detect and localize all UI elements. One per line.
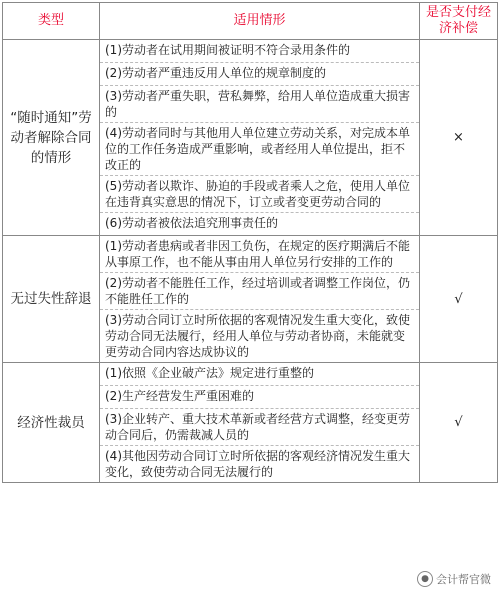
watermark <box>417 571 491 587</box>
header-situation: 适用情形 <box>100 3 420 40</box>
group-row-no-fault <box>3 236 498 363</box>
group-row-notice <box>3 40 498 236</box>
header-compensation: 是否支付经济补偿 <box>420 3 498 40</box>
list-item: (1)劳动者在试用期间被证明不符合录用条件的 <box>100 40 419 63</box>
compensation-mark: √ <box>420 363 498 483</box>
list-item: (1)劳动者患病或者非因工负伤，在规定的医疗期满后不能从事原工作，也不能从事由用人单位另行安排的工作的 <box>100 236 419 273</box>
list-item: (1)依照《企业破产法》规定进行重整的 <box>100 363 419 386</box>
list-item: (2)生产经营发生严重困难的 <box>100 386 419 409</box>
list-item: (5)劳动者以欺诈、胁迫的手段或者乘人之危，使用人单位在违背真实意思的情况下，订立或者变更劳动合同的 <box>100 176 419 213</box>
watermark-text: 会计帮官微 <box>436 573 491 586</box>
group-items <box>100 363 420 483</box>
group-type: “随时通知”劳动者解除合同的情形 <box>3 40 100 236</box>
list-item: (3)劳动合同订立时所依据的客观情况发生重大变化，致使劳动合同无法履行，经用人单位与劳动者协商，未能就变更劳动合同内容达成协议的 <box>105 313 411 359</box>
list-item: (4)其他因劳动合同订立时所依据的客观经济情况发生重大变化，致使劳动合同无法履行的 <box>105 449 411 479</box>
group-type: 无过失性辞退 <box>3 236 100 363</box>
list-item: (2)劳动者不能胜任工作，经过培训或者调整工作岗位，仍不能胜任工作的 <box>100 273 419 310</box>
group-row-layoff <box>3 363 498 483</box>
table-header-row <box>3 3 498 40</box>
list-item: (6)劳动者被依法追究刑事责任的 <box>105 216 278 230</box>
wechat-icon: ● <box>417 571 433 587</box>
group-type: 经济性裁员 <box>3 363 100 483</box>
list-item: (2)劳动者严重违反用人单位的规章制度的 <box>100 63 419 86</box>
group-items <box>100 236 420 363</box>
list-item: (4)劳动者同时与其他用人单位建立劳动关系，对完成本单位的工作任务造成严重影响，或者经用人单位提出，拒不改正的 <box>100 123 419 176</box>
header-type: 类型 <box>3 3 100 40</box>
group-items <box>100 40 420 236</box>
compensation-mark: √ <box>420 236 498 363</box>
list-item: (3)企业转产、重大技术革新或者经营方式调整，经变更劳动合同后，仍需裁减人员的 <box>100 409 419 446</box>
list-item: (3)劳动者严重失职，营私舞弊，给用人单位造成重大损害的 <box>100 86 419 123</box>
compensation-mark: × <box>420 40 498 236</box>
severance-table <box>2 2 498 483</box>
